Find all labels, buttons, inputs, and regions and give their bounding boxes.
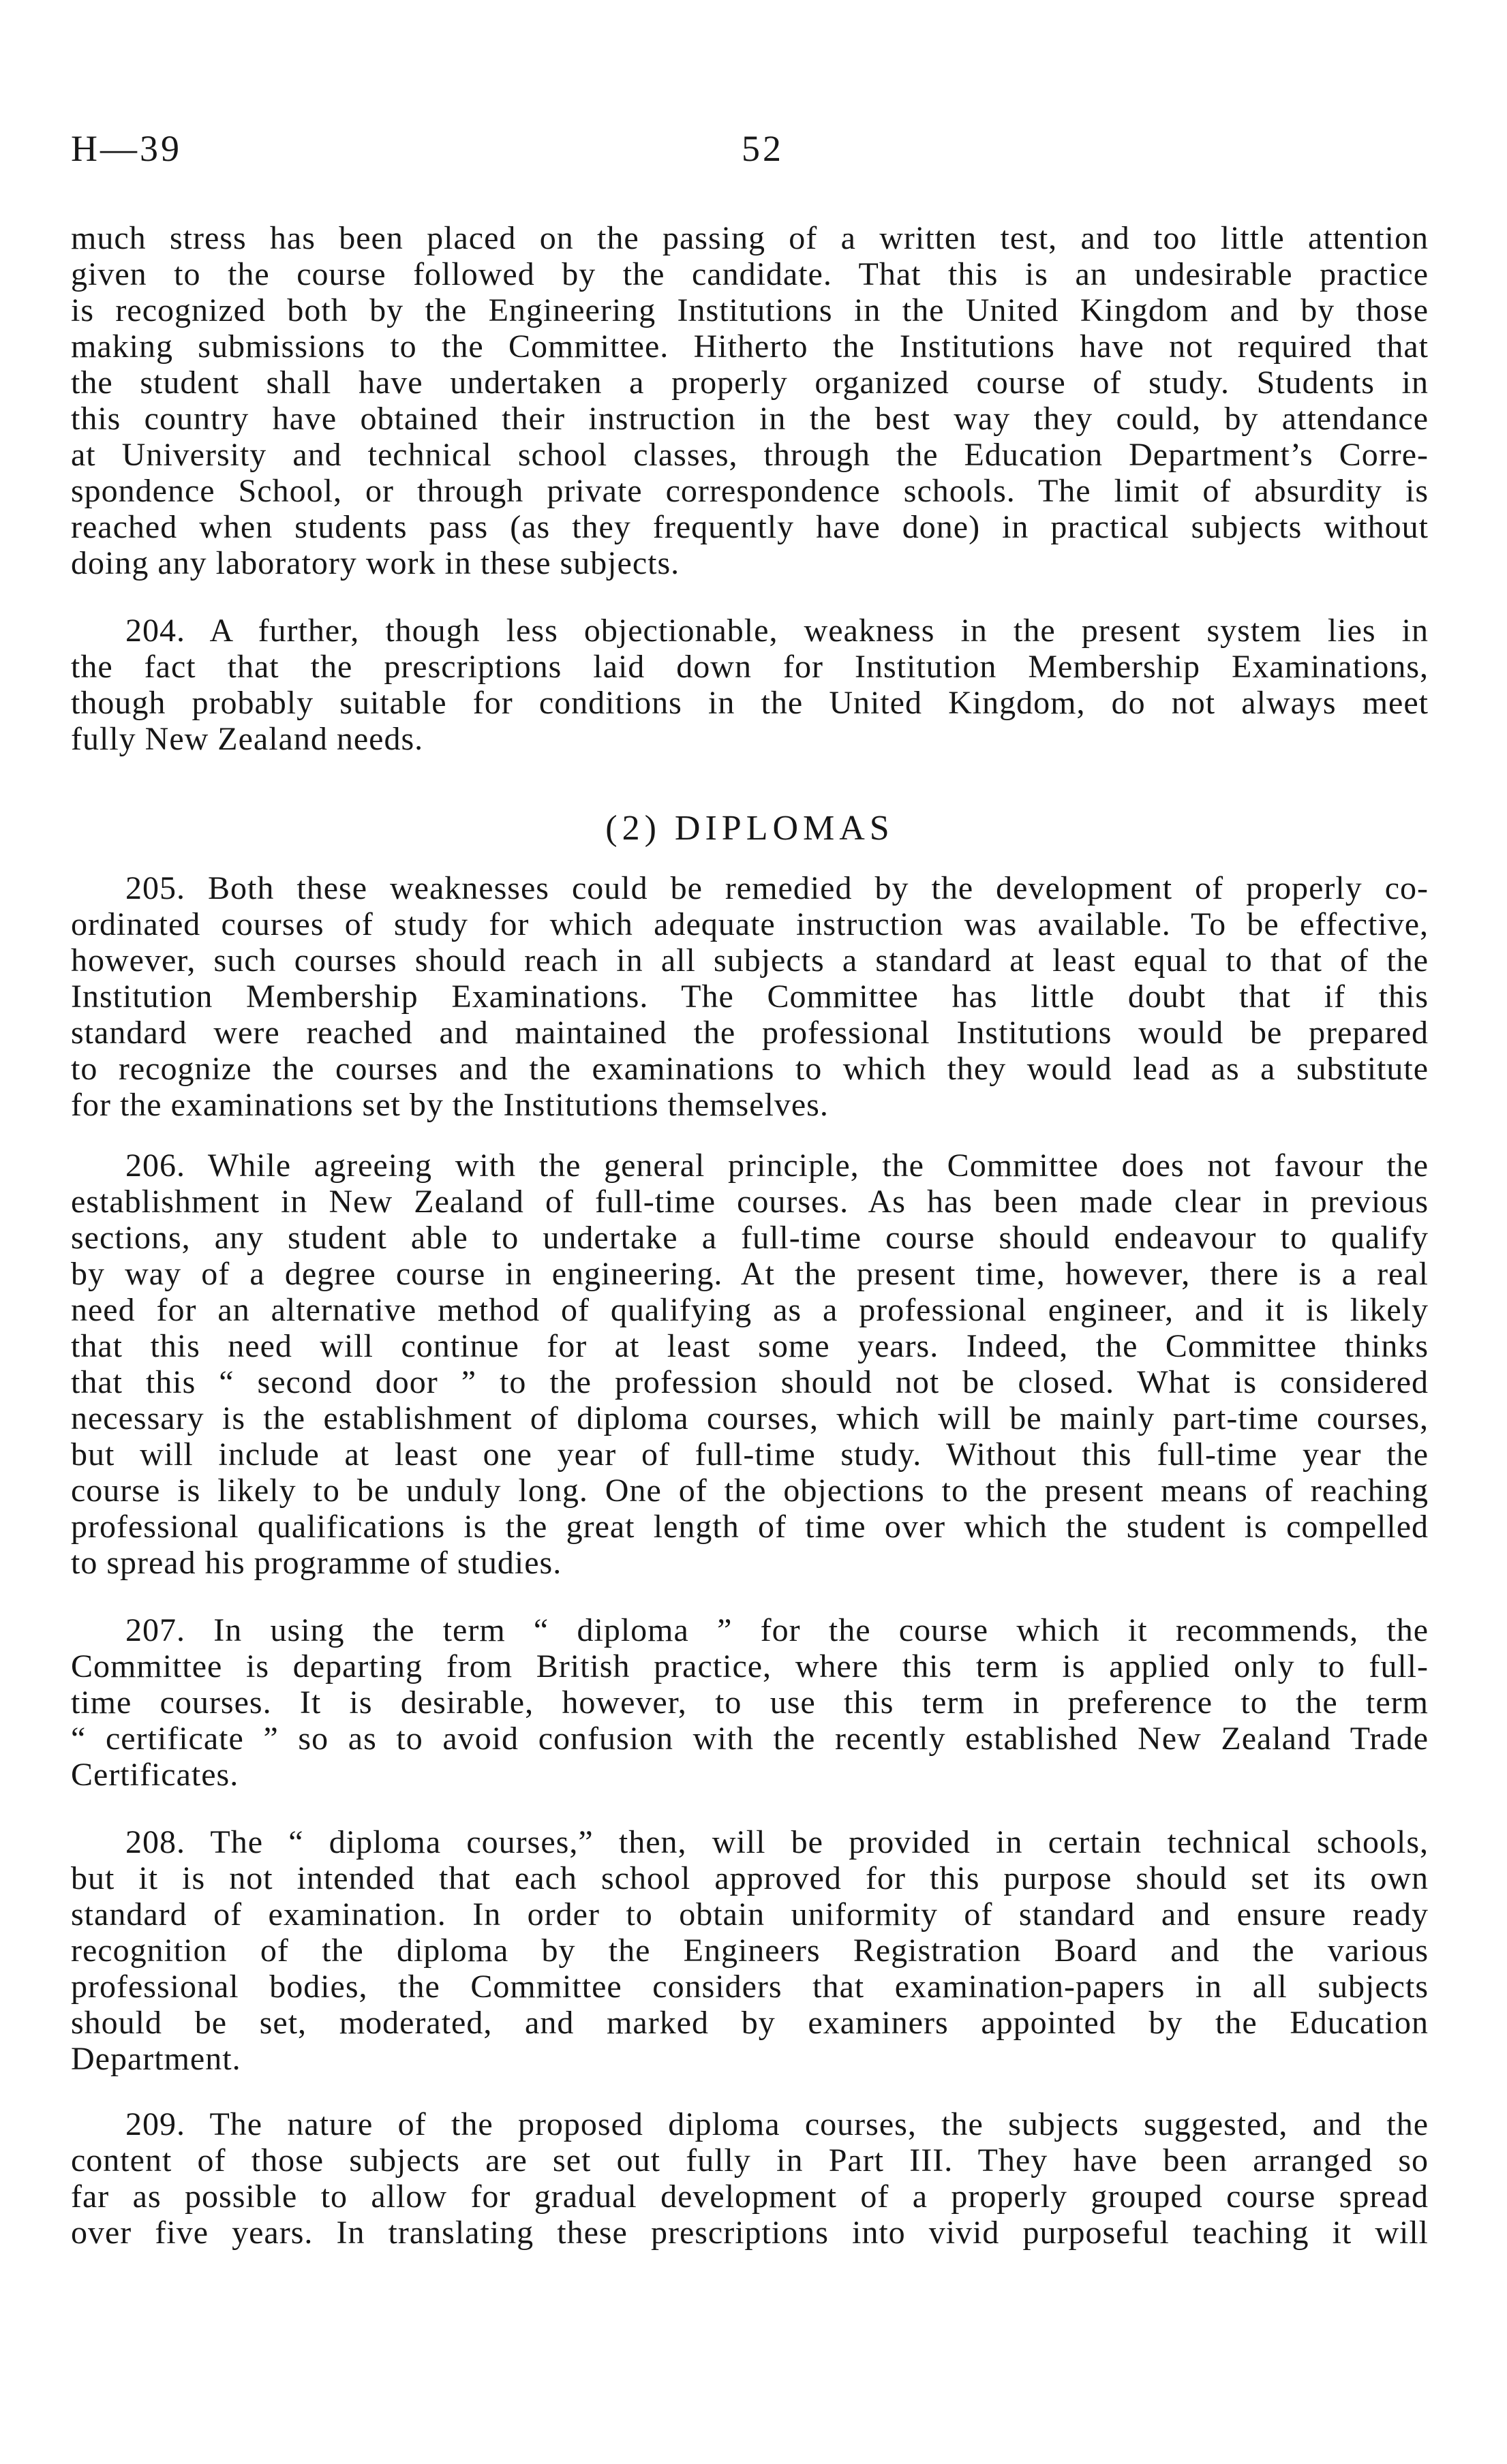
- text-line: “ certificate ” so as to avoid confusion with the recently established New Zealand Trade: [71, 1721, 1429, 1757]
- page-body: [71, 220, 1429, 2251]
- paragraph-206: [71, 1148, 1429, 1581]
- text-line: this country have obtained their instruction in the best way they could, by attendance: [71, 401, 1429, 437]
- document-reference: H—39: [71, 128, 182, 169]
- text-line: standard of examination. In order to obtain uniformity of standard and ensure ready: [71, 1896, 1429, 1932]
- text-line: however, such courses should reach in all subjects a standard at least equal to that of the: [71, 942, 1429, 979]
- text-line: far as possible to allow for gradual development of a properly grouped course spread: [71, 2178, 1429, 2215]
- paragraph-207: [71, 1612, 1429, 1793]
- text-line: Department.: [71, 2041, 241, 2077]
- text-line: 204. A further, though less objectionable, weakness in the present system lies in: [125, 613, 1429, 649]
- text-line: the fact that the prescriptions laid down for Institution Membership Examinations,: [71, 649, 1429, 685]
- text-line: recognition of the diploma by the Engineers Registration Board and the various: [71, 1932, 1429, 1969]
- text-line: that this “ second door ” to the profession should not be closed. What is considered: [71, 1364, 1429, 1400]
- text-line: fully New Zealand needs.: [71, 721, 424, 757]
- page-number: 52: [742, 128, 784, 169]
- text-line: establishment in New Zealand of full-time courses. As has been made clear in previous: [71, 1184, 1429, 1220]
- text-line: to recognize the courses and the examinations to which they would lead as a substitute: [71, 1051, 1429, 1087]
- text-line: 205. Both these weaknesses could be remedied by the development of properly co-: [125, 870, 1429, 906]
- text-line: making submissions to the Committee. Hitherto the Institutions have not required that: [71, 328, 1429, 365]
- text-line: 208. The “ diploma courses,” then, will be provided in certain technical schools,: [125, 1824, 1429, 1860]
- text-line: but will include at least one year of full-time study. Without this full-time year the: [71, 1436, 1429, 1473]
- text-line: Certificates.: [71, 1757, 239, 1793]
- text-line: that this need will continue for at least some years. Indeed, the Committee thinks: [71, 1328, 1429, 1364]
- text-line: the student shall have undertaken a properly organized course of study. Students in: [71, 365, 1429, 401]
- text-line: ordinated courses of study for which adequate instruction was available. To be effective,: [71, 906, 1429, 942]
- text-line: but it is not intended that each school approved for this purpose should set its own: [71, 1860, 1429, 1896]
- text-line: standard were reached and maintained the professional Institutions would be prepared: [71, 1015, 1429, 1051]
- text-line: spondence School, or through private correspondence schools. The limit of absurdity is: [71, 473, 1429, 509]
- text-line: necessary is the establishment of diploma courses, which will be mainly part-time courses,: [71, 1400, 1429, 1436]
- text-line: doing any laboratory work in these subjects.: [71, 545, 680, 581]
- text-line: 206. While agreeing with the general principle, the Committee does not favour the: [125, 1148, 1429, 1184]
- paragraph-208: [71, 1824, 1429, 2077]
- text-line: to spread his programme of studies.: [71, 1545, 562, 1581]
- text-line: reached when students pass (as they frequently have done) in practical subjects without: [71, 509, 1429, 545]
- section-heading: (2) DIPLOMAS: [605, 809, 894, 848]
- paragraph-204: [71, 613, 1429, 757]
- text-line: need for an alternative method of qualifying as a professional engineer, and it is likely: [71, 1292, 1429, 1328]
- paragraph-continuation: [71, 220, 1429, 581]
- text-line: should be set, moderated, and marked by examiners appointed by the Education: [71, 2005, 1429, 2041]
- text-line: given to the course followed by the candidate. That this is an undesirable practice: [71, 256, 1429, 292]
- text-line: sections, any student able to undertake a full-time course should endeavour to qualify: [71, 1220, 1429, 1256]
- text-line: time courses. It is desirable, however, to use this term in preference to the term: [71, 1684, 1429, 1721]
- text-line: content of those subjects are set out fully in Part III. They have been arranged so: [71, 2142, 1429, 2178]
- text-line: 209. The nature of the proposed diploma courses, the subjects suggested, and the: [125, 2106, 1429, 2142]
- text-line: professional bodies, the Committee considers that examination-papers in all subjects: [71, 1969, 1429, 2005]
- text-line: though probably suitable for conditions in the United Kingdom, do not always meet: [71, 685, 1429, 721]
- text-line: over five years. In translating these prescriptions into vivid purposeful teaching it will: [71, 2215, 1429, 2251]
- text-line: much stress has been placed on the passing of a written test, and too little attention: [71, 220, 1429, 256]
- text-line: course is likely to be unduly long. One of the objections to the present means of reaching: [71, 1473, 1429, 1509]
- text-line: Committee is departing from British practice, where this term is applied only to full-: [71, 1648, 1429, 1684]
- paragraph-205: [71, 870, 1429, 1123]
- text-line: 207. In using the term “ diploma ” for the course which it recommends, the: [125, 1612, 1429, 1648]
- text-line: is recognized both by the Engineering Institutions in the United Kingdom and by those: [71, 292, 1429, 328]
- text-line: professional qualifications is the great length of time over which the student is compelled: [71, 1509, 1429, 1545]
- text-line: at University and technical school classes, through the Education Department’s Corre-: [71, 437, 1429, 473]
- text-line: Institution Membership Examinations. The Committee has little doubt that if this: [71, 979, 1429, 1015]
- text-line: for the examinations set by the Institutions themselves.: [71, 1087, 829, 1123]
- paragraph-209: [71, 2106, 1429, 2251]
- text-line: by way of a degree course in engineering. At the present time, however, there is a real: [71, 1256, 1429, 1292]
